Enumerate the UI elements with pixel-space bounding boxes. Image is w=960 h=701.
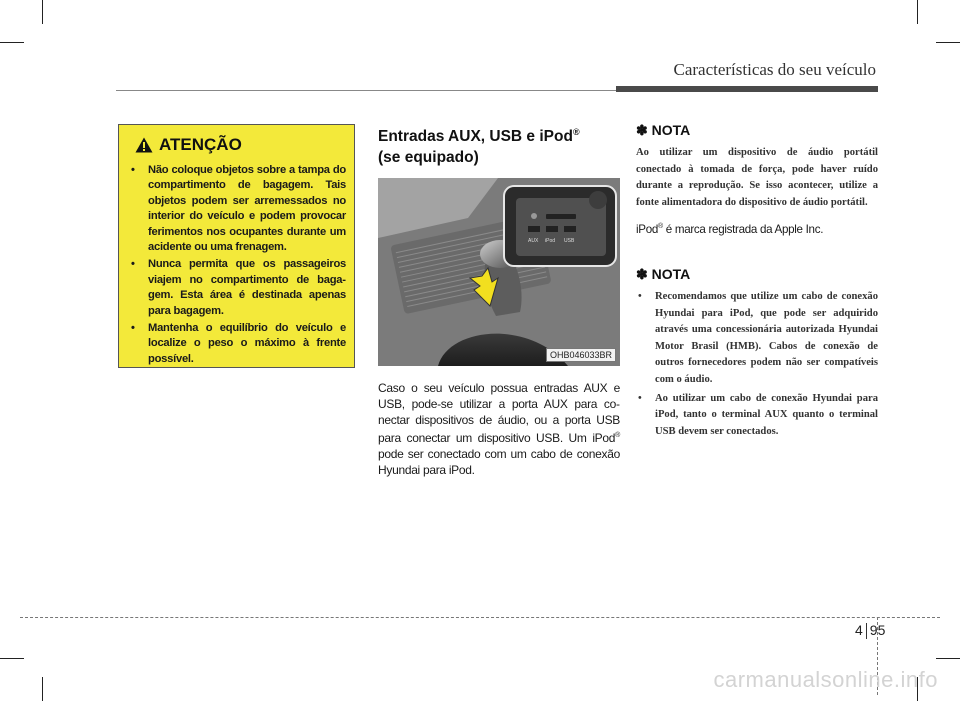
note-item bbox=[636, 391, 878, 441]
console-illustration bbox=[378, 178, 620, 366]
asterisk-icon: ✽ bbox=[636, 266, 648, 282]
crop-mark bbox=[936, 658, 960, 659]
header-rule bbox=[116, 90, 616, 91]
warning-header bbox=[129, 135, 346, 155]
note-text: Ao utilizar um dispositivo de áudio portátil conectado à tomada de força, pode haver ruído durante a reprodução. Se isso acontecer, utilize a fonte alimentadora do dispositivo de áudio portátil. bbox=[636, 147, 878, 208]
registered-mark: ® bbox=[658, 223, 663, 231]
usb-port-label: USB bbox=[564, 238, 575, 245]
warning-item-text: Mantenha o equilíbrio do veículo e localize o peso o máximo à frente possível. bbox=[148, 322, 346, 365]
crop-mark bbox=[917, 0, 918, 24]
note-title bbox=[636, 122, 878, 139]
warning-item-text: Nunca permita que os passageiros viajem no compartimento de bagagem. Esta área é destinada apenas para bagagem. bbox=[148, 258, 346, 317]
note-item-text: Ao utilizar um cabo de conexão Hyundai para iPod, tanto o terminal AUX quanto o terminal USB devem ser conectados. bbox=[655, 392, 878, 437]
bullet: • bbox=[131, 322, 135, 335]
crop-mark bbox=[42, 0, 43, 24]
trademark-note bbox=[636, 223, 878, 236]
trademark-text: é marca registrada da Apple Inc. bbox=[662, 223, 824, 236]
header-rule-bar bbox=[616, 86, 878, 92]
note-list bbox=[636, 289, 878, 440]
crop-mark bbox=[42, 677, 43, 701]
warning-box bbox=[118, 124, 355, 368]
section-title-line2: (se equipado) bbox=[378, 149, 479, 167]
warning-title: ATENÇÃO bbox=[159, 135, 242, 154]
ipod-port-label: iPod bbox=[545, 238, 556, 245]
crop-mark bbox=[936, 42, 960, 43]
bullet: • bbox=[131, 164, 135, 176]
note-item-text: Recomendamos que utilize um cabo de conexão Hyundai para iPod, que pode ser adquirido através uma concessionária autorizada Hyundai Motor Brasil (HMB). Cabos de conexão de outros fornecedores podem não ser compatíveis com o áudio. bbox=[655, 291, 878, 385]
registered-mark: ® bbox=[572, 127, 580, 137]
body-text-part1: Caso o seu veículo possua entradas AUX e USB, pode-se utilizar a porta AUX para conectar dispositivos de áudio, ou a porta USB para conectar um dispositivo USB. Um iPod bbox=[378, 381, 620, 446]
notes-column bbox=[636, 122, 878, 442]
watermark: carmanualsonline.info bbox=[713, 667, 938, 692]
page-number-value: 95 bbox=[869, 622, 886, 638]
crop-mark bbox=[0, 658, 24, 659]
note-block bbox=[636, 122, 878, 236]
bullet: • bbox=[131, 258, 135, 271]
registered-mark: ® bbox=[615, 432, 620, 440]
note-block bbox=[636, 266, 878, 440]
note-item bbox=[636, 289, 878, 389]
footer-rule bbox=[20, 617, 940, 618]
section-title-line1: Entradas AUX, USB e iPod bbox=[378, 128, 573, 146]
bullet: • bbox=[638, 392, 642, 404]
section-title bbox=[378, 122, 620, 168]
console-photo bbox=[378, 178, 620, 366]
warning-item bbox=[129, 321, 346, 367]
aux-port-label: AUX bbox=[528, 238, 539, 245]
note-title bbox=[636, 266, 878, 283]
trademark-word: iPod bbox=[636, 223, 659, 236]
body-text-part2: pode ser conectado com um cabo de conexão Hyundai para iPod. bbox=[378, 447, 620, 478]
section-body bbox=[378, 380, 620, 478]
chapter-header-title: Características do seu veículo bbox=[673, 60, 876, 79]
crop-mark bbox=[0, 42, 24, 43]
image-code-label: OHB046033BR bbox=[546, 348, 616, 362]
chapter-number: 4 bbox=[855, 622, 863, 638]
warning-item bbox=[129, 163, 346, 255]
page-number bbox=[855, 622, 885, 639]
warning-item bbox=[129, 257, 346, 319]
note-title-text: NOTA bbox=[651, 266, 691, 282]
page-number-separator bbox=[866, 623, 867, 639]
asterisk-icon: ✽ bbox=[636, 122, 648, 138]
warning-triangle-icon bbox=[135, 137, 153, 153]
aux-usb-section bbox=[378, 122, 620, 490]
warning-item-text: Não coloque objetos sobre a tampa do compartimento de bagagem. Tais objetos podem ser arremessados no interior do veículo e podem provocar ferimentos nos ocupantes durante um acidente ou uma frenagem. bbox=[148, 164, 346, 254]
warning-list bbox=[129, 163, 346, 367]
bullet: • bbox=[638, 291, 642, 302]
note-title-text: NOTA bbox=[651, 122, 691, 138]
